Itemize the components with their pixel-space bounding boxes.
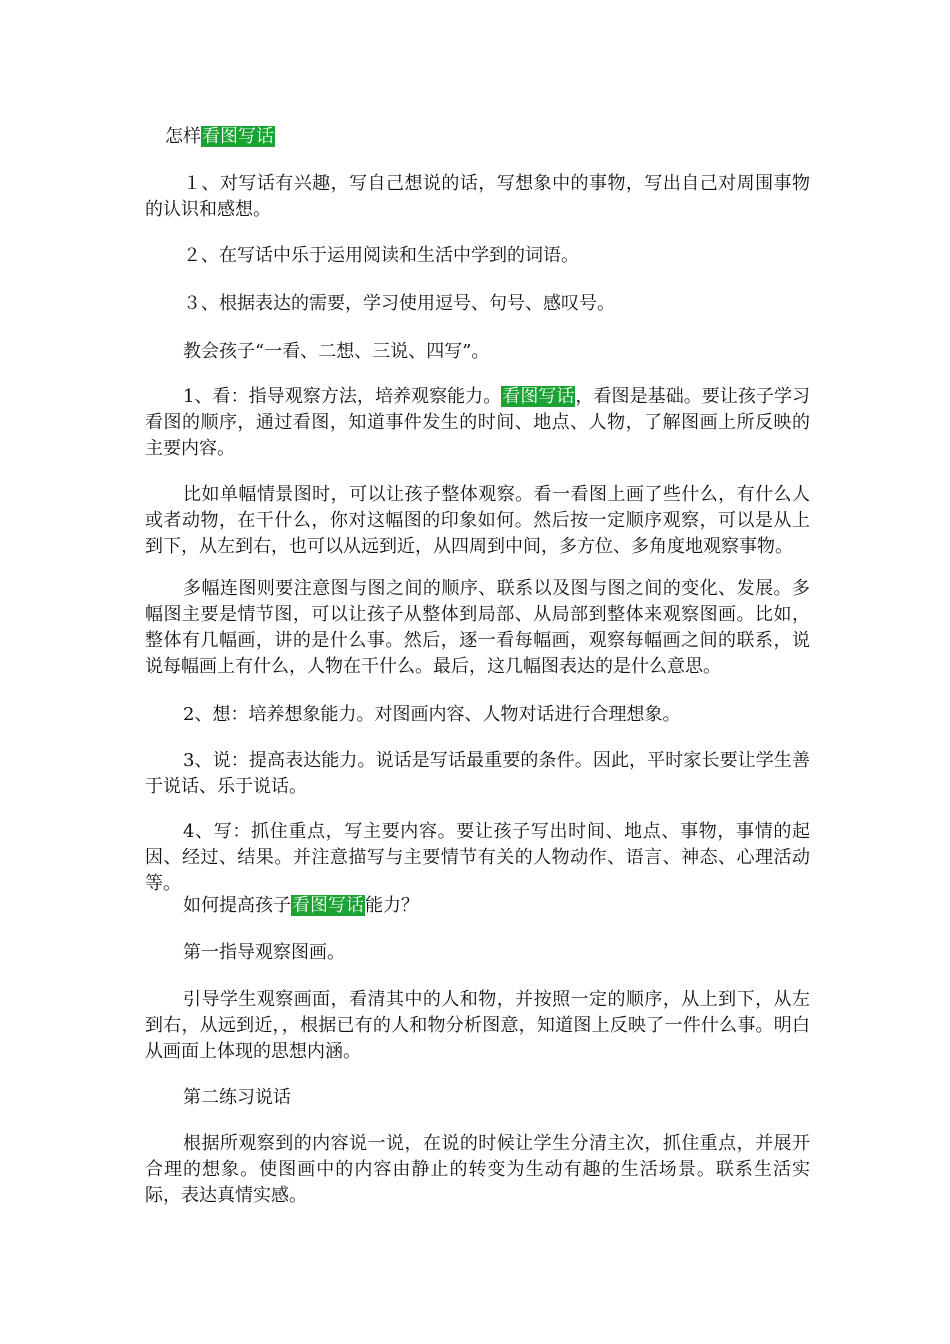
title-prefix: 怎样 (165, 126, 201, 147)
title-highlight: 看图写话 (202, 126, 274, 147)
paragraph-2: ２、在写话中乐于运用阅读和生活中学到的词语。 (183, 245, 579, 266)
paragraph-1: １、对写话有兴趣，写自己想说的话，写想象中的事物，写出自己对周围事物的认识和感想。 (145, 173, 810, 220)
paragraph-5-highlight: 看图写话 (502, 386, 575, 407)
paragraph-13: 引导学生观察画面，看清其中的人和物，并按照一定的顺序，从上到下，从左到右，从远到近，，根据已有的人和物分析图意，知道图上反映了一件什么事。明白从画面上体现的思想内涵。 (145, 989, 810, 1062)
paragraph-5-text-b: ，看图是基础。要让孩子学习看图的顺序，通过看图，知道事件发生的时间、地点、人物，了解图画上所反映的主要内容。 (145, 386, 811, 459)
paragraph-4: 教会孩子“一看、二想、三说、四写”。 (183, 341, 490, 362)
paragraph-6: 比如单幅情景图时，可以让孩子整体观察。看一看图上画了些什么，有什么人或者动物，在干什么，你对这幅图的印象如何。然后按一定顺序观察，可以是从上到下，从左到右，也可以从远到近，从四周到中间，多方位、多角度地观察事物。 (145, 484, 810, 557)
document-title (165, 124, 275, 150)
paragraph-11 (145, 893, 810, 919)
paragraph-10: 4、写：抓住重点，写主要内容。要让孩子写出时间、地点、事物，事情的起因、经过、结果。并注意描写与主要情节有关的人物动作、语言、神态、心理活动等。 (145, 821, 810, 894)
paragraph-3: ３、根据表达的需要，学习使用逗号、句号、感叹号。 (183, 293, 615, 314)
paragraph-5-text-a: 1、看：指导观察方法，培养观察能力。 (183, 386, 502, 407)
paragraph-11-text-a: 如何提高孩子 (183, 895, 291, 916)
paragraph-11-text-b: 能力？ (365, 895, 419, 916)
paragraph-14: 第二练习说话 (183, 1087, 291, 1108)
paragraph-12: 第一指导观察图画。 (183, 942, 345, 963)
paragraph-15: 根据所观察到的内容说一说，在说的时候让学生分清主次，抓住重点，并展开合理的想象。使图画中的内容由静止的转变为生动有趣的生活场景。联系生活实际，表达真情实感。 (145, 1133, 810, 1206)
paragraph-11-highlight: 看图写话 (292, 895, 364, 916)
paragraph-5 (145, 384, 810, 462)
paragraph-9: 3、说：提高表达能力。说话是写话最重要的条件。因此，平时家长要让学生善于说话、乐于说话。 (145, 750, 810, 797)
paragraph-8: 2、想：培养想象能力。对图画内容、人物对话进行合理想象。 (183, 704, 681, 725)
paragraph-7: 多幅连图则要注意图与图之间的顺序、联系以及图与图之间的变化、发展。多幅图主要是情节图，可以让孩子从整体到局部、从局部到整体来观察图画。比如，整体有几幅画，讲的是什么事。然后，逐一看每幅画，观察每幅画之间的联系，说说每幅画上有什么，人物在干什么。最后，这几幅图表达的是什么意思。 (145, 578, 810, 677)
